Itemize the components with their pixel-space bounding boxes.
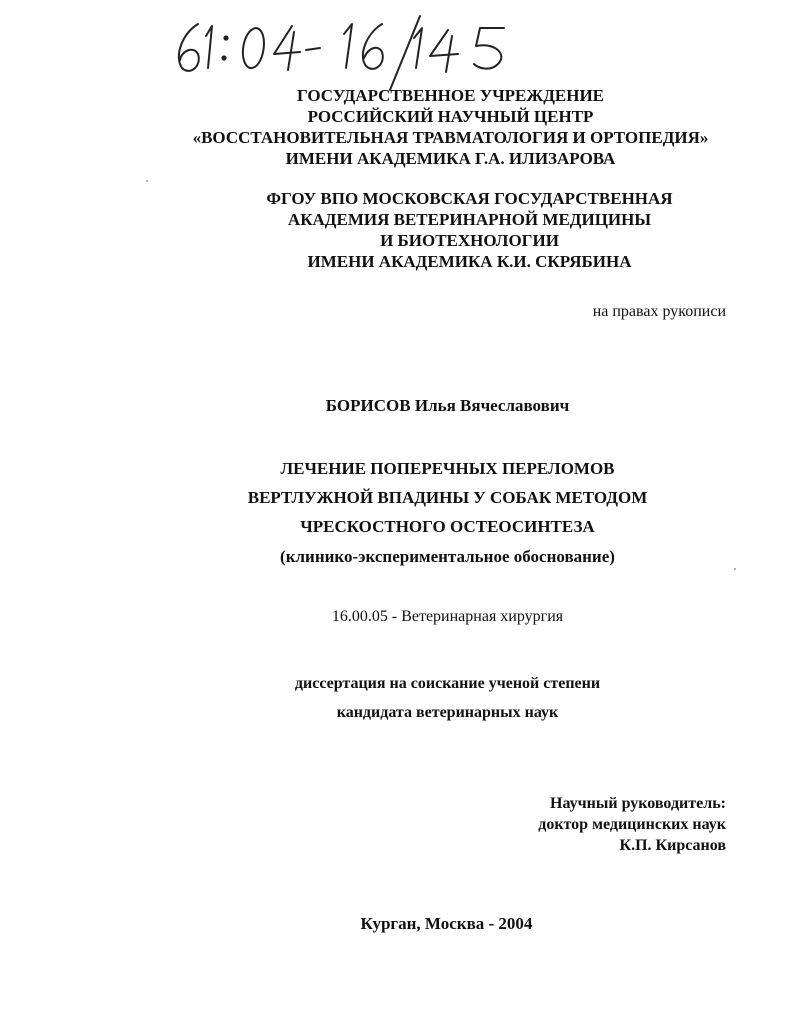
institution-1-line: ГОСУДАРСТВЕННОЕ УЧРЕЖДЕНИЕ: [296, 86, 605, 105]
city-year: [0, 914, 797, 934]
specialty-text: 16.00.05 - Ветеринарная хирургия: [331, 608, 564, 625]
institution-1-line: РОССИЙСКИЙ НАУЧНЫЙ ЦЕНТР: [307, 107, 594, 126]
supervisor-line: Научный руководитель:: [550, 795, 726, 812]
institution-1-line: «ВОССТАНОВИТЕЛЬНАЯ ТРАВМАТОЛОГИЯ И ОРТОПЕДИЯ»: [192, 128, 709, 147]
degree-line: диссертация на соискание ученой степени: [294, 675, 601, 692]
institution-2-line: ИМЕНИ АКАДЕМИКА К.И. СКРЯБИНА: [307, 252, 632, 271]
degree-line: кандидата ветеринарных наук: [336, 704, 559, 721]
subtitle-text: (клинико-экспериментальное обоснование): [280, 547, 615, 566]
title-line: ЧРЕСКОСТНОГО ОСТЕОСИНТЕЗА: [300, 517, 595, 536]
specialty: [0, 608, 797, 626]
institution-1: [0, 85, 797, 169]
scan-speck: [146, 180, 148, 182]
author-name-text: БОРИСОВ Илья Вячеславович: [325, 396, 570, 415]
author-name: [0, 396, 797, 416]
scan-speck: [734, 568, 736, 570]
dissertation-subtitle: [0, 547, 797, 567]
title-line: ВЕРТЛУЖНОЙ ВПАДИНЫ У СОБАК МЕТОДОМ: [247, 488, 648, 507]
supervisor-line: К.П. Кирсанов: [619, 837, 726, 854]
city-year-text: Курган, Москва - 2004: [360, 914, 533, 933]
institution-2-line: И БИОТЕХНОЛОГИИ: [380, 231, 559, 250]
title-line: ЛЕЧЕНИЕ ПОПЕРЕЧНЫХ ПЕРЕЛОМОВ: [280, 459, 615, 478]
dissertation-title: [0, 454, 797, 541]
institution-2: [0, 188, 797, 272]
supervisor-line: доктор медицинских наук: [538, 816, 726, 833]
institution-2-line: ФГОУ ВПО МОСКОВСКАЯ ГОСУДАРСТВЕННАЯ: [266, 189, 673, 208]
degree-statement: [0, 669, 797, 727]
institution-2-line: АКАДЕМИЯ ВЕТЕРИНАРНОЙ МЕДИЦИНЫ: [287, 210, 652, 229]
institution-1-line: ИМЕНИ АКАДЕМИКА Г.А. ИЛИЗАРОВА: [285, 149, 616, 168]
rights-note: на правах рукописи: [592, 303, 726, 320]
handwritten-archive-code: [168, 6, 548, 96]
supervisor-block: [538, 793, 726, 856]
